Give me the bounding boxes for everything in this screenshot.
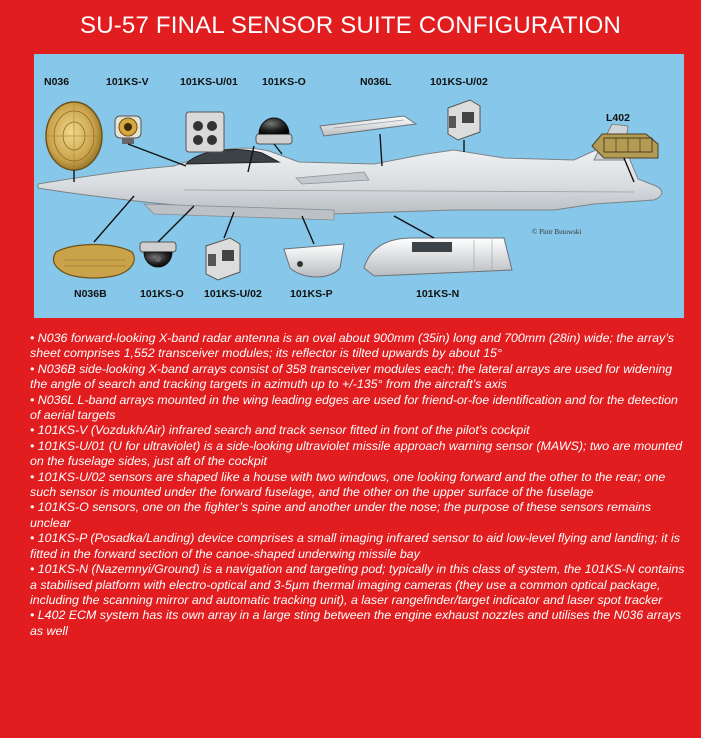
ks-p-sensor-icon [284, 244, 344, 277]
ks-v-sensor-icon [115, 116, 141, 144]
label-ks-p: 101KS-P [290, 288, 333, 300]
bullet-l402: • L402 ECM system has its own array in a large sting between the engine exhaust nozzles and utilises the N036 arrays as well [30, 608, 682, 638]
label-l402: L402 [606, 112, 630, 124]
label-n036l: N036L [360, 76, 392, 88]
ks-u02-bottom-sensor-icon [206, 238, 240, 280]
label-ks-v: 101KS-V [106, 76, 149, 88]
bullet-n036l: • N036L L-band arrays mounted in the wing leading edges are used for friend-or-foe identification and for the detection of aerial targets [30, 392, 678, 423]
n036b-array-icon [53, 245, 134, 279]
ks-o-top-sensor-icon [256, 118, 292, 144]
label-ks-o-bottom: 101KS-O [140, 288, 184, 300]
ks-u02-top-sensor-icon [448, 100, 480, 140]
sensor-diagram [34, 54, 684, 318]
bullet-ks-n: • 101KS-N (Nazemnyi/Ground) is a navigation and targeting pod; typically in this class of system, the 101KS-N contains a stabilised platform with electro-optical and 3-5µm thermal imaging cameras (they use a common optical package, including the scanning mirror and automatic tracking unit), a laser rangefinder/target indicator and laser spot tracker [30, 562, 685, 607]
ks-o-bottom-sensor-icon [140, 242, 176, 267]
label-ks-o-top: 101KS-O [262, 76, 306, 88]
bullet-ks-v: • 101KS-V (Vozdukh/Air) infrared search and track sensor fitted in front of the pilot’s cockpit [30, 423, 530, 438]
bullet-ks-o: • 101KS-O sensors, one on the fighter’s spine and another under the nose; the purpose of these sensors remains unclear [30, 500, 652, 530]
page-title: SU-57 FINAL SENSOR SUITE CONFIGURATION [79, 12, 621, 39]
label-n036b: N036B [74, 288, 107, 300]
label-ks-u02-top: 101KS-U/02 [430, 76, 488, 88]
n036l-array-icon [320, 116, 416, 136]
bullet-n036: • N036 forward-looking X-band radar antenna is an oval about 900mm (35in) long and 700mm (28in) wide; the array’s sheet comprises 1,552 transceiver modules; its reflector is tilted upwards by about 15° [30, 331, 674, 361]
l402-ecm-icon [592, 134, 658, 158]
label-ks-u01: 101KS-U/01 [180, 76, 238, 88]
sensor-descriptions [30, 331, 685, 639]
photo-credit: © Piotr Butowski [532, 228, 582, 236]
diagram-graphics [34, 54, 684, 318]
bullet-n036b: • N036B side-looking X-band arrays consist of 358 transceiver modules each; the lateral arrays are used for widening the angle of search and tracking targets in azimuth up to +/-135° from the aircraft’s axis [30, 361, 673, 392]
bullet-ks-u01: • 101KS-U/01 (U for ultraviolet) is a side-looking ultraviolet missile approach warning sensor (MAWS); two are mounted on the fuselage sides, just aft of the cockpit [30, 438, 683, 469]
ks-u01-sensor-icon [186, 112, 224, 152]
bullet-ks-p: • 101KS-P (Posadka/Landing) device comprises a small imaging infrared sensor to aid low-level flying and landing; it is fitted in the forward section of the canoe-shaped underwing missile bay [30, 531, 680, 561]
bullet-ks-u02: • 101KS-U/02 sensors are shaped like a house with two windows, one looking forward and the other to the rear; one such sensor is mounted under the forward fuselage, and the other on the upper surface of the fuselage [30, 469, 666, 500]
n036-radar-icon [46, 102, 102, 170]
label-n036: N036 [44, 76, 70, 88]
label-ks-u02-bottom: 101KS-U/02 [204, 288, 262, 300]
ks-n-pod-icon [364, 238, 512, 276]
label-ks-n: 101KS-N [416, 288, 460, 300]
